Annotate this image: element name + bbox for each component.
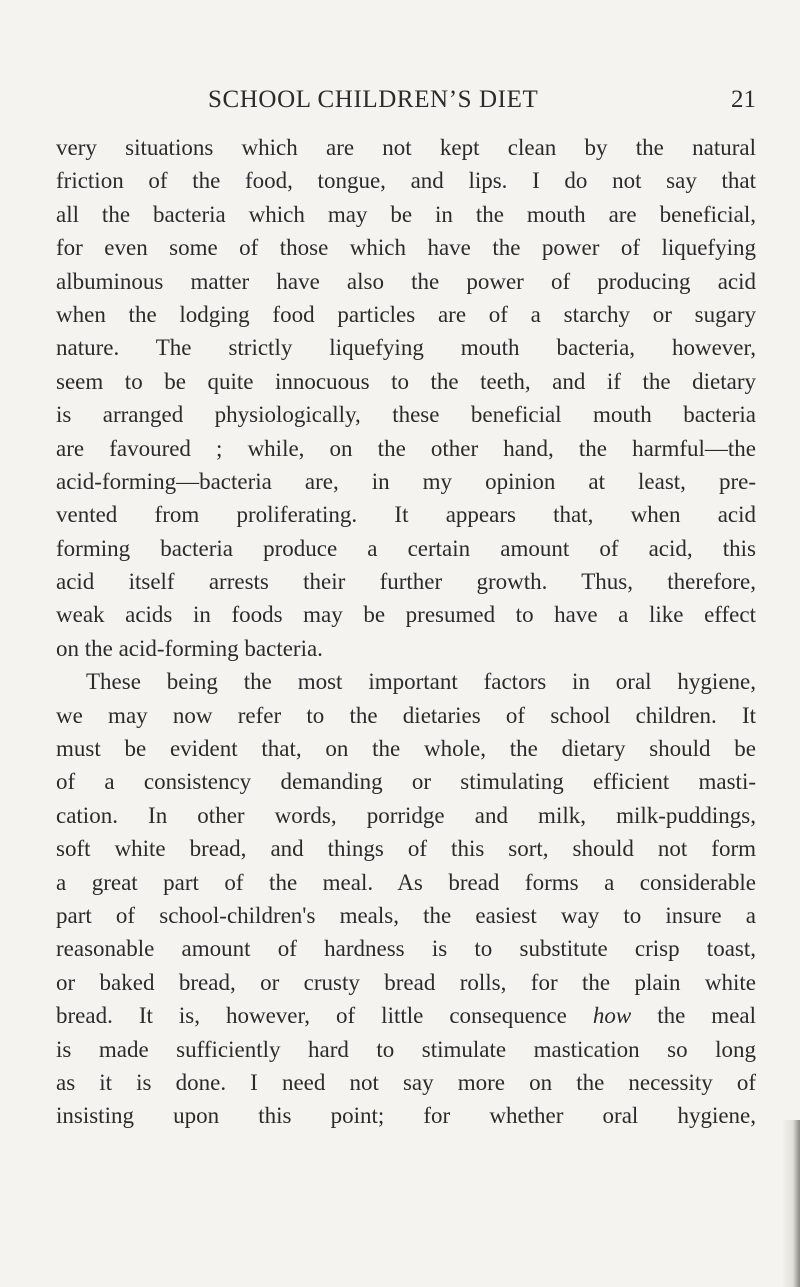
text-line: must be evident that, on the whole, the dietary should be [56, 736, 756, 762]
text-line: acid itself arrests their further growth. Thus, therefore, [56, 569, 756, 595]
text-line: as it is done. I need not say more on the necessity of [56, 1069, 756, 1095]
running-head: SCHOOL CHILDREN’S DIET [208, 86, 539, 113]
text-line: nature. The strictly liquefying mouth bacteria, however, [56, 335, 756, 361]
text-line: is made sufficiently hard to stimulate mastication so long [56, 1036, 756, 1062]
page-number: 21 [731, 86, 756, 113]
text-line: forming bacteria produce a certain amount of acid, this [56, 535, 756, 561]
text-line: These being the most important factors in oral hygiene, [86, 669, 756, 695]
text-line: a great part of the meal. As bread forms a considerable [56, 869, 756, 895]
text-line: soft white bread, and things of this sort, should not form [56, 836, 756, 862]
text-line: very situations which are not kept clean by the natural [56, 135, 756, 160]
text-line: acid-forming—bacteria are, in my opinion at least, pre- [56, 468, 756, 494]
text-line: albuminous matter have also the power of producing acid [56, 268, 756, 294]
text-line: or baked bread, or crusty bread rolls, for the plain white [56, 969, 756, 995]
text-line: part of school-children's meals, the easiest way to insure a [56, 902, 756, 928]
text-line: seem to be quite innocuous to the teeth, and if the dietary [56, 368, 756, 394]
page-edge-shadow [782, 1120, 800, 1287]
text-line: weak acids in foods may be presumed to have a like effect [56, 602, 756, 628]
text-line: vented from proliferating. It appears that, when acid [56, 502, 756, 528]
text-line: reasonable amount of hardness is to substitute crisp toast, [56, 936, 756, 962]
text-line: are favoured ; while, on the other hand, the harmful—the [56, 435, 756, 461]
text-line-segment: the meal [631, 1003, 756, 1029]
text-line: for even some of those which have the power of liquefying [56, 235, 756, 261]
text-line: cation. In other words, porridge and milk, milk-puddings, [56, 802, 756, 828]
text-line: all the bacteria which may be in the mouth are beneficial, [56, 201, 756, 227]
text-line: of a consistency demanding or stimulating efficient masti- [56, 769, 756, 795]
page-header [208, 86, 756, 122]
text-line: when the lodging food particles are of a starchy or sugary [56, 301, 756, 327]
text-line: insisting upon this point; for whether oral hygiene, [56, 1103, 756, 1129]
text-line: is arranged physiologically, these beneficial mouth bacteria [56, 402, 756, 428]
text-line: on the acid-forming bacteria. [56, 635, 323, 661]
text-line: friction of the food, tongue, and lips. I do not say that [56, 168, 756, 194]
emphasis: how [592, 1003, 632, 1029]
text-line-segment: bread. It is, however, of little consequence [56, 1003, 593, 1029]
text-line [56, 999, 756, 1032]
text-line: we may now refer to the dietaries of school children. It [56, 702, 756, 728]
body-text [56, 131, 756, 1133]
